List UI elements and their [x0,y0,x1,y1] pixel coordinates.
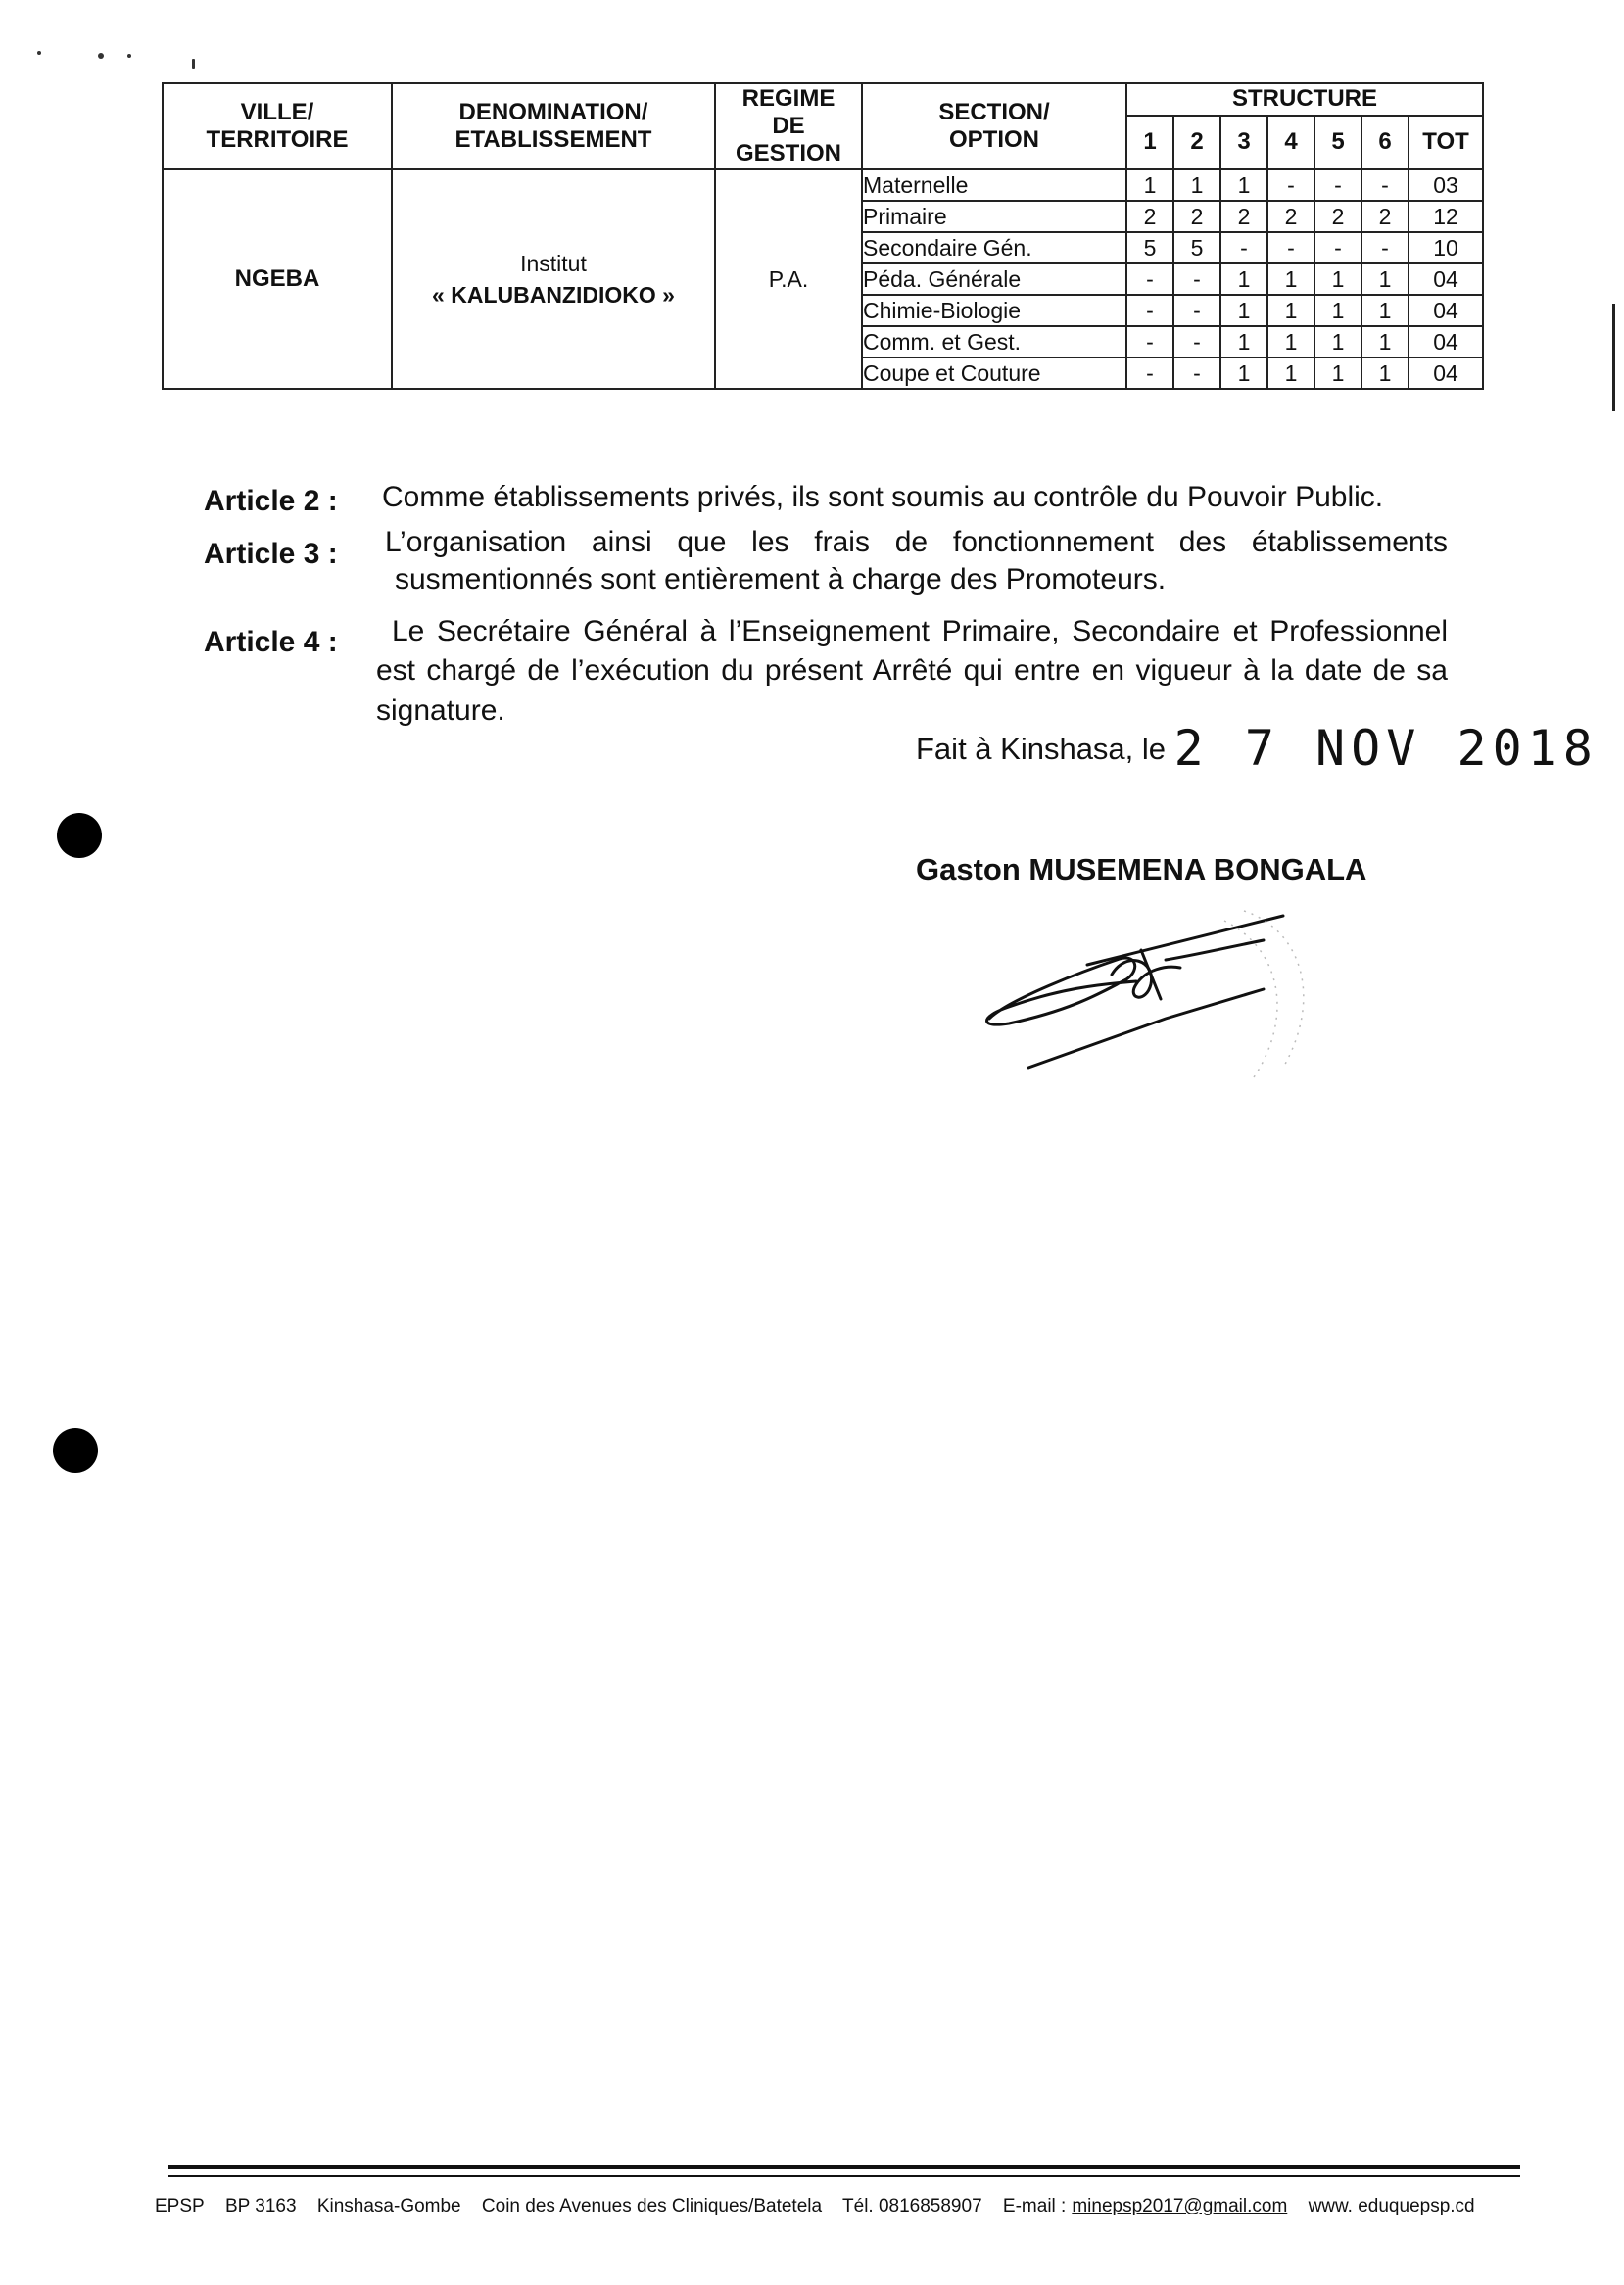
section-cell: Coupe et Couture [862,357,1126,389]
level-cell: - [1126,295,1173,326]
level-cell: 2 [1220,201,1267,232]
footer-phone: Tél. 0816858907 [842,2196,982,2216]
signature-icon [970,891,1361,1126]
scan-edge-mark [1612,304,1615,411]
header-level: 2 [1173,116,1220,169]
article-2-label: Article 2 : [204,485,338,517]
level-cell: 1 [1267,263,1314,295]
etablissement-name: « KALUBANZIDIOKO » [432,282,675,308]
level-cell: - [1173,357,1220,389]
article-4-line-1: Le Secrétaire Général à l’Enseignement Primaire, Secondaire et Professionnel [392,615,1448,647]
level-cell: - [1173,263,1220,295]
level-cell: - [1173,326,1220,357]
level-cell: 5 [1126,232,1173,263]
level-cell: - [1314,169,1361,201]
level-cell: 1 [1126,169,1173,201]
place-label: Fait à Kinshasa, le [916,732,1174,766]
footer-city: Kinshasa-Gombe [316,2196,461,2216]
article-4-label: Article 4 : [204,626,338,658]
level-cell: 2 [1126,201,1173,232]
article-4-line-2: est chargé de l’exécution du présent Arrêté qui entre en vigueur à la date de sa [376,654,1448,687]
header-ville: VILLE/ TERRITOIRE [163,83,392,169]
scan-speck [127,54,131,58]
header-level: 5 [1314,116,1361,169]
scan-speck [192,59,195,69]
level-cell: 1 [1361,357,1409,389]
level-cell: 1 [1361,263,1409,295]
level-cell: 2 [1267,201,1314,232]
punch-hole [53,1428,98,1473]
scan-speck [37,51,41,55]
header-section: SECTION/ OPTION [862,83,1126,169]
section-cell: Péda. Générale [862,263,1126,295]
level-cell: 1 [1267,326,1314,357]
level-cell: 5 [1173,232,1220,263]
level-cell: - [1267,169,1314,201]
level-cell: - [1126,357,1173,389]
level-cell: - [1361,169,1409,201]
level-cell: 1 [1267,357,1314,389]
total-cell: 12 [1409,201,1483,232]
table-row [163,169,1483,201]
article-4-line-3: signature. [376,694,505,727]
header-regime: REGIME DE GESTION [715,83,862,169]
section-cell: Primaire [862,201,1126,232]
etablissement-prefix: Institut [520,251,587,276]
ville-cell: NGEBA [163,169,392,389]
header-level: 3 [1220,116,1267,169]
footer-rule [168,2175,1520,2177]
section-cell: Chimie-Biologie [862,295,1126,326]
level-cell: 1 [1267,295,1314,326]
level-cell: 2 [1314,201,1361,232]
punch-hole [57,813,102,858]
signer-name: Gaston MUSEMENA BONGALA [916,852,1367,886]
level-cell: 2 [1361,201,1409,232]
article-3-line-2: susmentionnés sont entièrement à charge des Promoteurs. [395,563,1167,595]
header-level: 4 [1267,116,1314,169]
footer-rule [168,2165,1520,2169]
level-cell: 1 [1361,326,1409,357]
level-cell: - [1361,232,1409,263]
etablissement-cell [392,169,715,389]
footer-org: EPSP [155,2196,205,2216]
level-cell: - [1126,263,1173,295]
level-cell: 1 [1361,295,1409,326]
header-denomination: DENOMINATION/ ETABLISSEMENT [392,83,715,169]
section-cell: Comm. et Gest. [862,326,1126,357]
section-cell: Maternelle [862,169,1126,201]
date-line [916,720,1599,777]
level-cell: - [1220,232,1267,263]
footer [155,2196,1491,2217]
level-cell: 1 [1314,357,1361,389]
level-cell: 1 [1314,295,1361,326]
header-total: TOT [1409,116,1483,169]
level-cell: 1 [1220,263,1267,295]
total-cell: 03 [1409,169,1483,201]
header-level: 1 [1126,116,1173,169]
article-2-text: Comme établissements privés, ils sont soumis au contrôle du Pouvoir Public. [382,481,1384,513]
section-cell: Secondaire Gén. [862,232,1126,263]
footer-bp: BP 3163 [224,2196,297,2216]
regime-cell: P.A. [715,169,862,389]
level-cell: 1 [1314,263,1361,295]
scan-speck [98,53,104,59]
level-cell: 1 [1314,326,1361,357]
total-cell: 04 [1409,295,1483,326]
total-cell: 10 [1409,232,1483,263]
level-cell: - [1267,232,1314,263]
footer-website-link[interactable]: www. eduquepsp.cd [1308,2196,1475,2216]
header-structure: STRUCTURE [1126,83,1483,116]
level-cell: - [1126,326,1173,357]
header-level: 6 [1361,116,1409,169]
level-cell: 2 [1173,201,1220,232]
article-3-label: Article 3 : [204,538,338,570]
total-cell: 04 [1409,357,1483,389]
level-cell: 1 [1220,169,1267,201]
footer-email-label: E-mail : [1002,2196,1067,2216]
structure-table [162,82,1484,390]
article-3-line-1: L’organisation ainsi que les frais de fonctionnement des établissements [385,526,1448,558]
total-cell: 04 [1409,263,1483,295]
footer-address: Coin des Avenues des Cliniques/Batetela [481,2196,823,2216]
level-cell: - [1314,232,1361,263]
total-cell: 04 [1409,326,1483,357]
level-cell: 1 [1220,326,1267,357]
date-stamp: 2 7 NOV 2018 [1173,720,1599,777]
level-cell: 1 [1220,295,1267,326]
level-cell: - [1173,295,1220,326]
footer-email-link[interactable]: minepsp2017@gmail.com [1072,2196,1288,2216]
level-cell: 1 [1220,357,1267,389]
level-cell: 1 [1173,169,1220,201]
